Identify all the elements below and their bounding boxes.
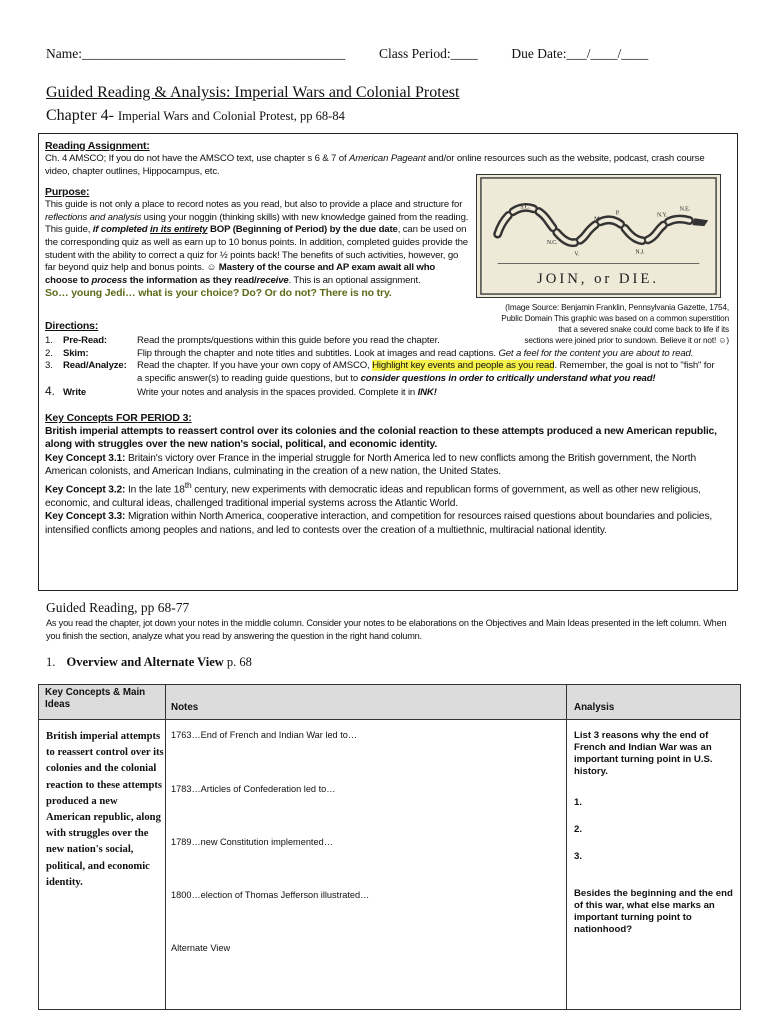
note-prompt: 1763…End of French and Indian War led to… xyxy=(171,730,358,740)
note-prompt: Alternate View xyxy=(171,943,231,953)
key-concepts-heading: Key Concepts FOR PERIOD 3: xyxy=(45,411,192,424)
header-key-concepts: Key Concepts & Main Ideas xyxy=(45,687,146,710)
snake-segment-label: N.E. xyxy=(679,206,690,213)
name-field-label: Name:_______________________________________ xyxy=(46,46,346,61)
key-concept-3-3: Key Concept 3.3: Migration within North America, cooperative interaction, and competition for resources raised questions about boundaries and policies, intensified conflicts among peoples and nations, and led to contests over the creation of a multiethnic, multiracial national identity. xyxy=(45,511,713,537)
jedi-quote: So… young Jedi… what is your choice? Do? Or do not? There is no try. xyxy=(45,287,392,300)
section-page: p. 68 xyxy=(226,655,252,669)
image-caption: (Image Source: Benjamin Franklin, Pennsylvania Gazette, 1754, Public Domain This graphic was based on a common superstition that a severed snake could come back to life if its sections were joined prior to sundown. Believe it or not! ☺) xyxy=(501,303,729,345)
purpose-text: This guide is not only a place to record notes as you read, but also to provide a place and structure for reflections and analysis using your noggin (thinking skills) with new knowledge gained from the reading. This guide, if completed in its entirety BOP (Beginning of Period) by the due date, can be used on the corresponding quiz as well as earn up to 10 bonus points. In addition, completed guides provide the student with the ability to correct a quiz for ½ points back! The benefits of such activities, however, go far beyond quiz help and bonus points. ☺ Mastery of the course and AP exam await all who choose to process the information as they read/receive. This is an optional assignment. xyxy=(45,199,469,286)
section-heading: 1. Overview and Alternate View p. 68 xyxy=(46,655,252,669)
analysis-question: List 3 reasons why the end of French and Indian War was an important turning point in U.S. history. xyxy=(574,730,713,777)
section-title: Overview and Alternate View xyxy=(66,655,224,669)
header-analysis: Analysis xyxy=(574,702,615,713)
notes-table xyxy=(38,684,741,1010)
directions-heading: Directions: xyxy=(45,319,99,332)
chapter-heading xyxy=(46,107,345,125)
note-prompt: 1800…election of Thomas Jefferson illustrated… xyxy=(171,890,370,900)
guided-reading-intro: As you read the chapter, jot down your notes in the middle column. Consider your notes to be elaborations on the Objectives and Main Ideas presented in the left column. When you finish the section, analyze what you read by answering the question in the right hand column. xyxy=(46,618,727,641)
snake-segment-label: N.Y. xyxy=(657,212,668,219)
guided-reading-title: Guided Reading, pp 68-77 xyxy=(46,600,190,615)
key-concept-3-2: Key Concept 3.2: In the late 18th century, new experiments with democratic ideas and republican forms of government, as well as other new religious, economic, and cultural ideas, challenged traditional imperial systems across the Atlantic World. xyxy=(45,479,701,509)
note-prompt: 1789…new Constitution implemented… xyxy=(171,837,333,847)
snake-segment-label: P. xyxy=(615,210,620,217)
header-line xyxy=(46,46,728,62)
join-or-die-image xyxy=(476,174,721,298)
page-title: Guided Reading & Analysis: Imperial Wars and Colonial Protest xyxy=(46,84,460,101)
snake-segment-label: V. xyxy=(574,251,580,258)
key-concept-3-1: Key Concept 3.1: Britain's victory over France in the imperial struggle for North America led to new conflicts among the British government, the North American colonists, and American Indians, culminating in the creation of a new nation, the United States. xyxy=(45,452,696,478)
assignment-box xyxy=(38,133,738,591)
key-concepts-main: British imperial attempts to reassert control over its colonies and the colonial reaction to these attempts produced a new American republic, along with struggles over the new nation's social, political, and economic identity. xyxy=(45,425,717,451)
direction-item: 3. Read/Analyze: Read the chapter. If you have your own copy of AMSCO, Highlight key events and people as you read. Remember, the goal is not to "fish" for a specific answer(s) to reading guide questions, but to consider questions in order to critically understand what you read! xyxy=(45,360,715,384)
snake-segment-label: N.C. xyxy=(546,239,558,246)
chapter-label: Chapter 4- xyxy=(46,107,114,124)
class-period-label: Class Period:____ xyxy=(379,46,478,61)
direction-item: 2. Skim: Flip through the chapter and note titles and subtitles. Look at images and read captions. Get a feel for the content you are about to read. xyxy=(45,347,694,359)
direction-item: 4. Write Write your notes and analysis in the spaces provided. Complete it in INK! xyxy=(45,384,437,399)
analysis-item: 3. xyxy=(574,851,583,862)
snake-segment-label: S.C. xyxy=(520,204,530,211)
due-date-label: Due Date:___/____/____ xyxy=(511,46,649,61)
join-or-die-text: JOIN, or DIE. xyxy=(537,271,659,288)
snake-segment-label: M. xyxy=(594,216,601,223)
highlighted-text: Highlight key events and people as you read xyxy=(372,360,555,372)
direction-item: 1. Pre-Read: Read the prompts/questions within this guide before you read the chapter. xyxy=(45,334,440,346)
analysis-question: Besides the beginning and the end of this war, what else marks an important turning point to nationhood? xyxy=(574,888,733,935)
chapter-subtitle: Imperial Wars and Colonial Protest, pp 68-84 xyxy=(117,109,345,123)
reading-assignment-text: Ch. 4 AMSCO; If you do not have the AMSCO text, use chapter s 6 & 7 of American Pageant and/or online resources such as the website, podcast, crash course video, chapter outlines, Hippocampus, etc. xyxy=(45,153,705,177)
note-prompt: 1783…Articles of Confederation led to… xyxy=(171,784,336,794)
reading-assignment-heading: Reading Assignment: xyxy=(45,140,150,152)
snake-woodcut-illustration xyxy=(477,175,720,297)
snake-segment-label: N.J. xyxy=(635,249,645,256)
main-idea-text: British imperial attempts to reassert control over its colonies and the colonial reaction to these attempts produced a new American republic, along with struggles over the new nation's social, political, and economic identity. xyxy=(46,731,164,888)
header-notes: Notes xyxy=(171,702,199,713)
purpose-heading: Purpose: xyxy=(45,186,90,199)
analysis-item: 1. xyxy=(574,797,583,808)
analysis-item: 2. xyxy=(574,824,583,835)
